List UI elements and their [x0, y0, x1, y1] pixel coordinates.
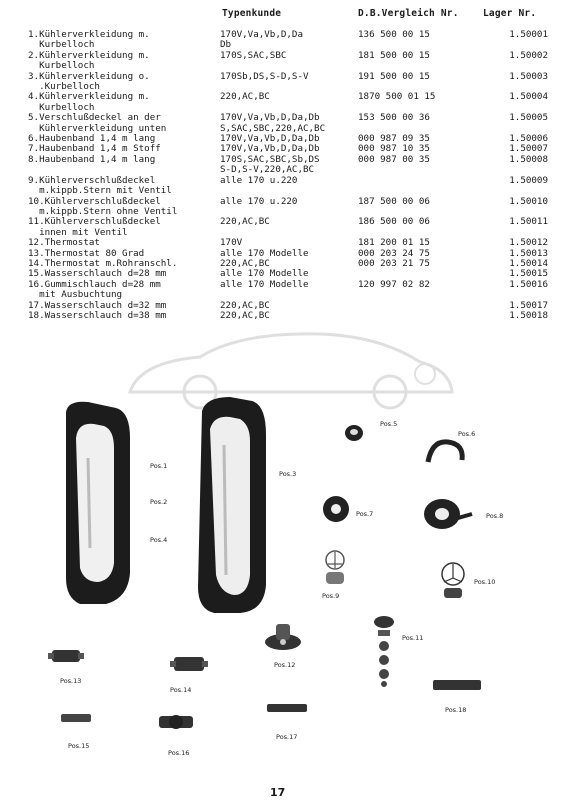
type-cell: 220,AC,BC	[220, 299, 270, 311]
lager-number-cell: 1.50005	[509, 112, 548, 124]
lager-number-cell: 1.50016	[509, 278, 548, 290]
table-row	[28, 30, 548, 51]
db-number-cell	[358, 301, 498, 311]
lager-number-cell: 1.50007	[509, 143, 548, 155]
type-cell: 170V	[220, 237, 243, 249]
lager-number-cell: 1.50004	[509, 91, 548, 103]
part-name-cell: 16.Gummischlauch d=28 mm mit Ausbuchtung	[28, 278, 161, 301]
lager-number-cell: 1.50009	[509, 174, 548, 186]
type-cell: alle 170 u.220	[220, 174, 298, 186]
part-name-cell: 9.Kühlerverschlußdeckel m.kippb.Stern mit Ventil	[28, 174, 172, 197]
part-name-cell: 1.Kühlerverkleidung m. Kurbelloch	[28, 29, 150, 51]
page-number: 17	[270, 786, 286, 799]
lager-number-cell: 1.50002	[509, 49, 548, 61]
db-number-cell: 000 203 21 75	[358, 257, 430, 269]
thermostat-80-image	[48, 648, 84, 664]
rubber-hose-bulge-image	[157, 713, 195, 731]
label-pos-10: Pos.10	[474, 578, 496, 586]
lager-number-cell: 1.50012	[509, 237, 548, 249]
db-number-cell	[358, 311, 498, 321]
thermostat-pipe-image	[170, 655, 208, 673]
type-cell: 220,AC,BC	[220, 91, 270, 103]
car-watermark	[120, 322, 460, 412]
type-cell: 220,AC,BC	[220, 216, 270, 228]
table-row	[28, 176, 548, 197]
radiator-shell-left-image	[58, 398, 136, 608]
lager-number-cell: 1.50010	[509, 195, 548, 207]
lager-number-cell: 1.50003	[509, 70, 548, 82]
db-number-cell	[358, 176, 498, 197]
type-cell: alle 170 Modelle	[220, 268, 309, 280]
label-pos-8: Pos.8	[486, 512, 504, 520]
db-number-cell: 191 500 00 15	[358, 70, 430, 82]
label-pos-11: Pos.11	[402, 634, 424, 642]
fabric-strap-roll-image	[320, 493, 352, 525]
db-number-cell: 000 987 00 35	[358, 153, 430, 165]
type-cell: 170V,Va,Vb,D,Da Db	[220, 29, 303, 51]
lager-number-cell: 1.50014	[509, 257, 548, 269]
part-name-cell: 5.Verschlußdeckel an der Kühlerverkleidung unten	[28, 112, 167, 134]
label-pos-2: Pos.2	[150, 498, 168, 506]
lager-number-cell: 1.50015	[509, 268, 548, 280]
label-pos-15: Pos.15	[68, 742, 90, 750]
lager-number-cell: 1.50001	[509, 29, 548, 40]
label-pos-14: Pos.14	[170, 686, 192, 694]
column-header-lager: Lager Nr.	[483, 8, 537, 19]
table-row	[28, 72, 548, 93]
label-pos-13: Pos.13	[60, 677, 82, 685]
radiator-cap-star-image	[438, 560, 468, 602]
label-pos-3: Pos.3	[279, 470, 297, 478]
label-pos-5: Pos.5	[380, 420, 398, 428]
db-number-cell: 1870 500 01 15	[358, 91, 436, 103]
label-pos-1: Pos.1	[150, 462, 168, 470]
label-pos-4: Pos.4	[150, 536, 168, 544]
part-name-cell: 2.Kühlerverkleidung m. Kurbelloch	[28, 49, 150, 72]
table-row	[28, 280, 548, 301]
db-number-cell: 153 500 00 36	[358, 112, 430, 124]
db-number-cell: 136 500 00 15	[358, 29, 430, 40]
part-name-cell: 8.Haubenband 1,4 m lang	[28, 153, 156, 165]
hood-strap-coil-image	[424, 436, 468, 466]
part-name-cell: 10.Kühlerverschlußdeckel m.kippb.Stern ohne Ventil	[28, 195, 178, 217]
lager-number-cell: 1.50008	[509, 153, 548, 165]
label-pos-12: Pos.12	[274, 661, 296, 669]
parts-table	[28, 30, 548, 321]
part-name-cell: 13.Thermostat 80 Grad	[28, 247, 145, 259]
type-cell: 220,AC,BC	[220, 257, 270, 269]
radiator-shell-right-image	[190, 395, 270, 617]
lager-number-cell: 1.50017	[509, 299, 548, 311]
db-number-cell: 187 500 00 06	[358, 195, 430, 207]
lager-number-cell: 1.50006	[509, 133, 548, 145]
db-number-cell: 186 500 00 06	[358, 216, 430, 228]
db-number-cell: 000 203 24 75	[358, 247, 430, 259]
table-row	[28, 155, 548, 176]
label-pos-18: Pos.18	[445, 706, 467, 714]
type-cell: alle 170 Modelle	[220, 278, 309, 290]
lager-number-cell: 1.50018	[509, 309, 548, 321]
table-row	[28, 51, 548, 72]
type-cell: 170Sb,DS,S-D,S-V	[220, 70, 309, 82]
column-header-typenkunde: Typenkunde	[222, 8, 282, 19]
type-cell: alle 170 u.220	[220, 195, 298, 207]
part-name-cell: 6.Haubenband 1,4 m lang	[28, 133, 156, 145]
part-name-cell: 17.Wasserschlauch d=32 mm	[28, 299, 167, 311]
db-number-cell: 120 997 02 82	[358, 278, 430, 290]
db-number-cell: 181 200 01 15	[358, 237, 430, 249]
label-pos-17: Pos.17	[276, 733, 298, 741]
hood-strap-roll-image	[420, 494, 474, 534]
type-cell: 170V,Va,Vb,D,Da,Db S,SAC,SBC,220,AC,BC	[220, 112, 326, 134]
type-cell: 170S,SAC,SBC	[220, 49, 287, 61]
closure-cap-image	[342, 423, 366, 443]
lager-number-cell: 1.50013	[509, 247, 548, 259]
part-name-cell: 11.Kühlerverschlußdeckel innen mit Ventil	[28, 216, 161, 238]
part-name-cell: 4.Kühlerverkleidung m. Kurbelloch	[28, 91, 150, 113]
table-row	[28, 197, 548, 218]
db-number-cell: 000 987 10 35	[358, 143, 430, 155]
water-hose-38-image	[432, 677, 482, 693]
part-name-cell: 18.Wasserschlauch d=38 mm	[28, 309, 167, 321]
thermostat-image	[262, 620, 304, 654]
type-cell: alle 170 Modelle	[220, 247, 309, 259]
table-row	[28, 92, 548, 113]
water-hose-32-image	[266, 702, 308, 714]
db-number-cell: 181 500 00 15	[358, 49, 430, 61]
type-cell: 220,AC,BC	[220, 309, 270, 321]
radiator-cap-star-valve-image	[320, 548, 350, 590]
table-row	[28, 311, 548, 321]
label-pos-16: Pos.16	[168, 749, 190, 757]
type-cell: 170V,Va,Vb,D,Da,Db	[220, 133, 320, 145]
water-hose-28-image	[60, 712, 92, 724]
table-row	[28, 217, 548, 238]
label-pos-9: Pos.9	[322, 592, 340, 600]
table-row	[28, 113, 548, 134]
radiator-cap-inner-valve-image	[370, 614, 398, 688]
part-name-cell: 14.Thermostat m.Rohranschl.	[28, 257, 178, 269]
part-name-cell: 12.Thermostat	[28, 237, 100, 249]
lager-number-cell: 1.50011	[509, 216, 548, 228]
part-name-cell: 15.Wasserschlauch d=28 mm	[28, 268, 167, 280]
table-row	[28, 238, 548, 248]
label-pos-6: Pos.6	[458, 430, 476, 438]
part-name-cell: 3.Kühlerverkleidung o. .Kurbelloch	[28, 70, 150, 93]
column-header-db-vergleich: D.B.Vergleich Nr.	[358, 8, 459, 19]
type-cell: 170V,Va,Vb,D,Da,Db	[220, 143, 320, 155]
type-cell: 170S,SAC,SBC,Sb,DS S-D,S-V,220,AC,BC	[220, 153, 320, 176]
part-name-cell: 7.Haubenband 1,4 m Stoff	[28, 143, 161, 155]
label-pos-7: Pos.7	[356, 510, 374, 518]
db-number-cell: 000 987 09 35	[358, 133, 430, 145]
